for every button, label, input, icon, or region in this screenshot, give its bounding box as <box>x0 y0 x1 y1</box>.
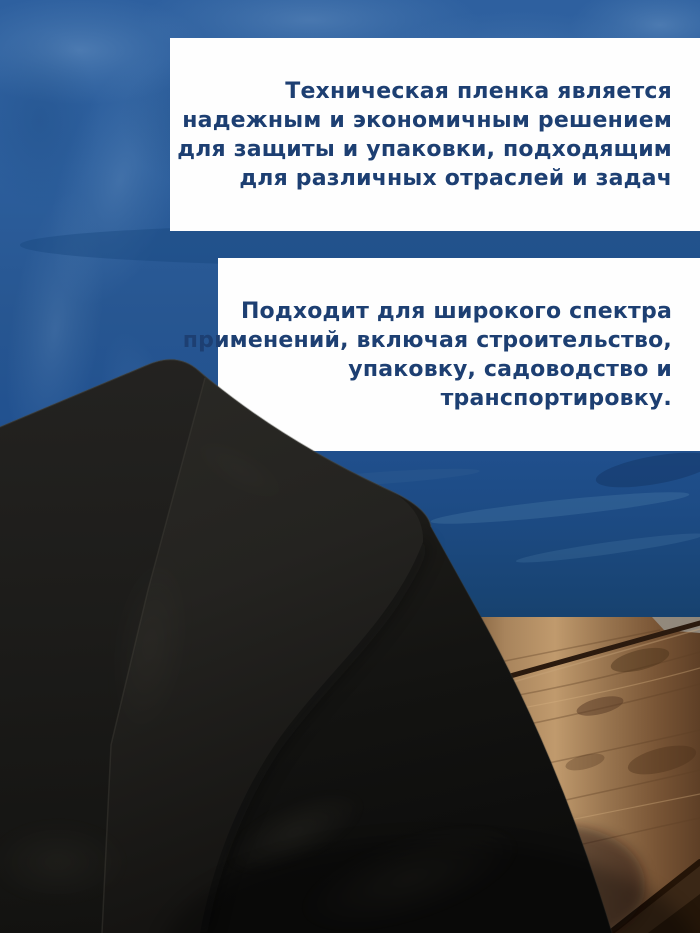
card-text-line: для защиты и упаковки, подходящим <box>177 136 672 162</box>
card-text-line: для различных отраслей и задач <box>239 165 672 191</box>
card-text-line: транспортировку. <box>440 385 672 411</box>
card-text-line: упаковку, садоводство и <box>348 356 672 382</box>
card-text-line: применений, включая строительство, <box>182 327 672 353</box>
card-text-line: надежным и экономичным решением <box>182 107 672 133</box>
card-text-line: Техническая пленка является <box>285 78 672 104</box>
card-text-line: Подходит для широкого спектра <box>240 298 672 324</box>
